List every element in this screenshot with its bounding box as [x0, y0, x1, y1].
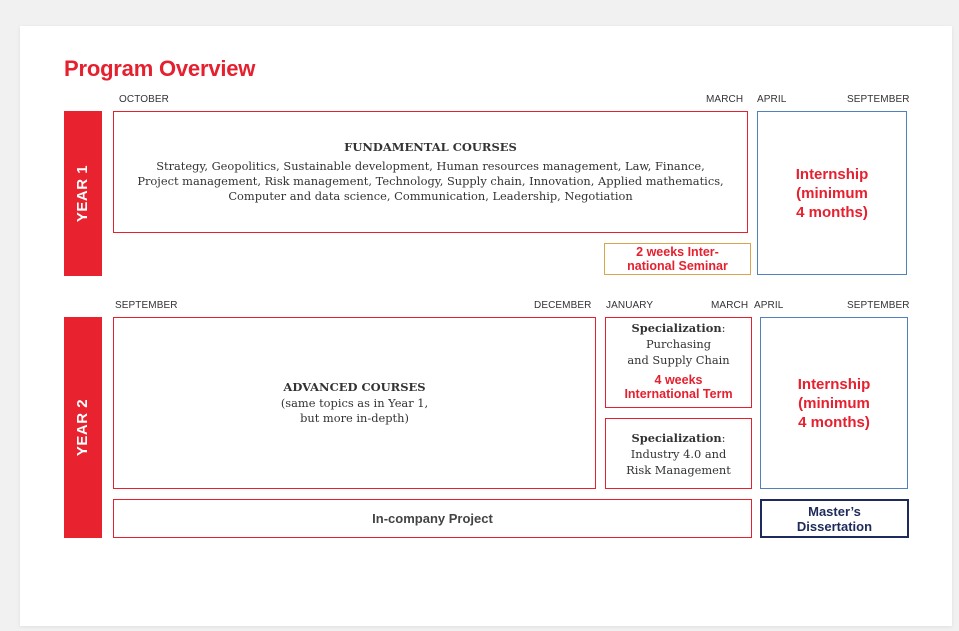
year2-internship-line-1: Internship [797, 375, 871, 393]
tick-year2-mid: DECEMBER [534, 300, 592, 311]
year1-bar [64, 111, 102, 276]
seminar-line-1: 2 weeks Inter- [636, 245, 719, 259]
spec2-line-2: Risk Management [626, 462, 731, 477]
tick-year1-intern-end: SEPTEMBER [847, 94, 910, 105]
tick-year2-intern-end: SEPTEMBER [847, 300, 910, 311]
year2-bar [64, 317, 102, 538]
fundamental-line-2: Project management, Risk management, Technology, Supply chain, Innovation, Applied mathematics, [137, 174, 724, 188]
international-seminar-box [604, 243, 751, 275]
spec1-line-1: Purchasing [645, 337, 712, 351]
dissertation-line-2: Dissertation [796, 518, 873, 534]
fundamental-heading: FUNDAMENTAL COURSES [344, 140, 517, 154]
dissertation-line-1: Master’s [808, 503, 861, 519]
advanced-heading: ADVANCED COURSES [283, 380, 426, 394]
year2-internship-line-2: (minimum [798, 394, 870, 412]
advanced-courses-box [113, 317, 596, 489]
seminar-line-2: national Seminar [627, 259, 728, 273]
advanced-line-2: but more in-depth) [300, 411, 409, 425]
fundamental-line-3: Computer and data science, Communication, Leadership, Negotiation [228, 189, 633, 203]
year2-label: YEAR 2 [74, 398, 92, 457]
advanced-line-1: (same topics as in Year 1, [280, 396, 429, 410]
year1-internship-line-3: 4 months) [796, 203, 868, 221]
tick-year1-intern-start: APRIL [757, 94, 787, 105]
specialization-industry-box [605, 418, 752, 489]
year1-internship-line-2: (minimum [796, 184, 868, 202]
in-company-project-label: In-company Project [372, 511, 493, 526]
masters-dissertation-box [760, 499, 909, 538]
tick-year1-end: MARCH [706, 94, 744, 105]
spec2-line-1: Industry 4.0 and [630, 446, 727, 461]
tick-year2-intern-start: APRIL [754, 300, 784, 311]
spec1-heading: Specialization: [631, 321, 726, 335]
in-company-project-box [113, 499, 752, 538]
year2-internship-box [760, 317, 908, 489]
spec1-term-line-1: 4 weeks [654, 373, 703, 387]
spec1-term-line-2: International Term [624, 387, 733, 401]
specialization-supply-chain-box [605, 317, 752, 408]
year1-internship-box [757, 111, 907, 275]
year1-label: YEAR 1 [74, 164, 92, 223]
year1-internship-line-1: Internship [795, 165, 869, 183]
spec1-line-2: and Supply Chain [627, 353, 730, 367]
year2-internship-line-3: 4 months) [798, 413, 870, 431]
tick-year2-spec-start: JANUARY [606, 300, 654, 311]
spec2-heading: Specialization: [631, 430, 726, 445]
tick-year1-start: OCTOBER [119, 94, 169, 105]
fundamental-courses-box [113, 111, 748, 233]
tick-year2-spec-end: MARCH [711, 300, 749, 311]
fundamental-line-1: Strategy, Geopolitics, Sustainable development, Human resources management, Law, Finance, [156, 159, 705, 173]
page-title: Program Overview [64, 56, 256, 81]
tick-year2-start: SEPTEMBER [115, 300, 178, 311]
